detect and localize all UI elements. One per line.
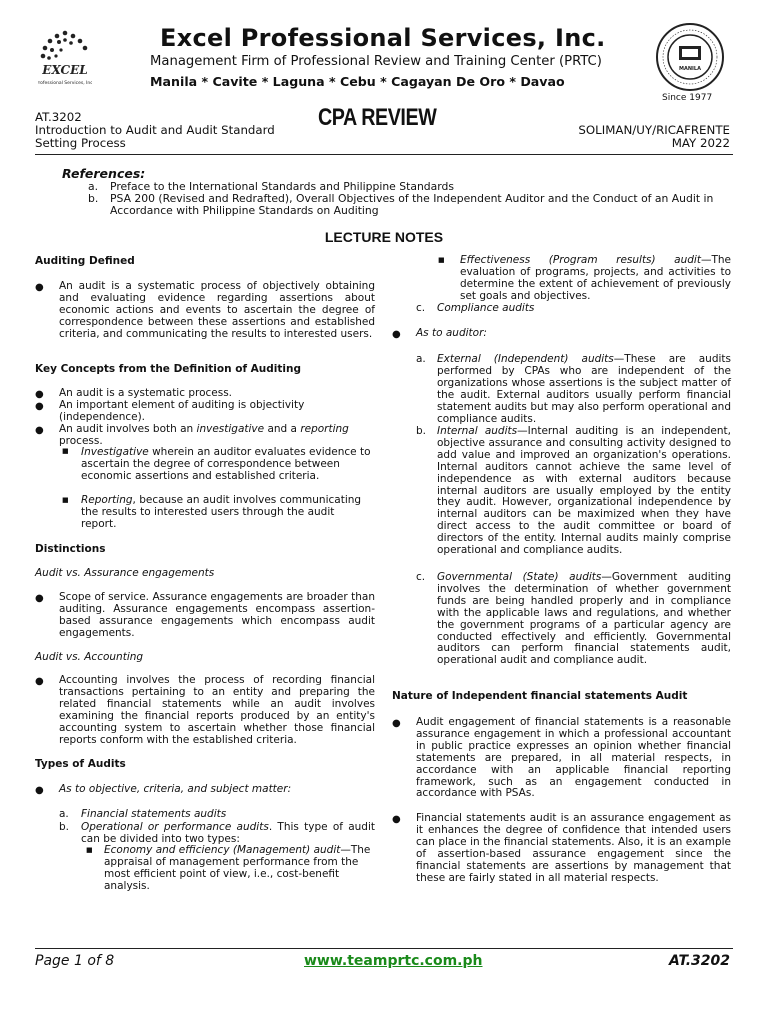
bullet-icon: ● xyxy=(35,593,44,604)
website-link[interactable]: www.teamprtc.com.ph xyxy=(304,953,483,969)
heading-nature: Nature of Independent financial statements Audit xyxy=(392,690,688,702)
internal-mark: b. xyxy=(416,425,427,437)
bullet-icon: ● xyxy=(35,389,44,400)
svg-text:EXCEL: EXCEL xyxy=(42,63,88,77)
economy-efficiency-audit: Economy and efficiency (Management) audit—The appraisal of management performance from the most efficient point of view, i.e., cost-benefit analysis. xyxy=(104,844,371,892)
external-audits: External (Independent) audits—These are audits performed by CPAs who are independent of the organizations whose assertions is the subject matter of the audit. External auditors usually perform financial statement audits but may also perform operational and compliance audits. xyxy=(437,353,731,425)
company-logo xyxy=(38,28,92,94)
square-bullet-icon: ■ xyxy=(62,496,69,504)
footer-code: AT.3202 xyxy=(669,953,730,969)
svg-text:Professional Services, Inc.: Professional Services, Inc. xyxy=(38,81,92,86)
effectiveness-audit: Effectiveness (Program results) audit—The evaluation of programs, projects, and activities to determine the extent of achievement of previously set goals and objectives. xyxy=(460,254,731,302)
bullet-icon: ● xyxy=(35,785,44,796)
key-concept-3: An audit involves both an investigative and a reporting process. xyxy=(59,423,349,447)
ref-item: PSA 200 (Revised and Redrafted), Overall Objectives of the Independent Auditor and the Conduct of an Audit in xyxy=(110,192,714,205)
since-label: Since 1977 xyxy=(662,93,713,103)
heading-key-concepts: Key Concepts from the Definition of Auditing xyxy=(35,363,302,375)
external-mark: a. xyxy=(416,353,426,365)
lecture-title: LECTURE NOTES xyxy=(324,229,444,245)
firm-locations: Manila * Cavite * Laguna * Cebu * Cagayan De Oro * Davao xyxy=(150,74,565,89)
definition-text: An audit is a systematic process of objectively obtaining and evaluating evidence regarding assertions about economic actions and events to ascertain the degree of correspondence between these assertions and established criteria, and communicating the results to interested users. xyxy=(59,280,375,340)
nature-paragraph-1: Audit engagement of financial statements is a reasonable assurance engagement in which a professional accountant in public practice expresses an opinion whether financial statements are prepared, in all material respects, in accordance with an applicable financial reporting framework, such as an engagement conducted in accordance with PSAs. xyxy=(416,716,731,800)
as-to-auditor: As to auditor: xyxy=(416,327,487,339)
svg-text:MANILA: MANILA xyxy=(679,66,701,72)
square-bullet-icon: ■ xyxy=(438,256,445,264)
date: MAY 2022 xyxy=(671,136,730,150)
governmental-audits: Governmental (State) audits—Government auditing involves the determination of whether government funds are being handled properly and in compliance with the applicable laws and regulations, and whether the government programs of a particular agency are conducted effectively and efficiently. Governmental auditors can perform financial statements audit, operational audit and compliance audit. xyxy=(437,571,731,667)
types-basis: As to objective, criteria, and subject matter: xyxy=(59,783,292,795)
cpa-review-banner: CPA REVIEW xyxy=(318,104,437,131)
ref-mark: a. xyxy=(88,180,99,193)
firm-subtitle: Management Firm of Professional Review and Training Center (PRTC) xyxy=(150,54,602,69)
heading-auditing-defined: Auditing Defined xyxy=(35,255,135,267)
bullet-icon: ● xyxy=(392,814,401,825)
compliance-audits: Compliance audits xyxy=(437,302,535,314)
ref-item: Accordance with Philippine Standards on Auditing xyxy=(110,204,379,217)
sub-investigative: Investigative wherein an auditor evaluates evidence to ascertain the degree of correspondence between economic assertions and established criteria. xyxy=(81,446,371,482)
ref-item: Preface to the International Standards and Philippine Standards xyxy=(110,180,454,193)
key-concept-2: An important element of auditing is objectivity (independence). xyxy=(59,399,305,423)
firm-name: Excel Professional Services, Inc. xyxy=(160,24,606,52)
distinction-2-title: Audit vs. Accounting xyxy=(35,651,144,663)
compliance-mark: c. xyxy=(416,302,426,314)
references-title: References: xyxy=(62,166,146,181)
authors: SOLIMAN/UY/RICAFRENTE xyxy=(578,123,730,137)
footer-divider xyxy=(35,948,733,949)
heading-types-of-audits: Types of Audits xyxy=(35,758,126,770)
square-bullet-icon: ■ xyxy=(86,846,93,854)
distinction-1-text: Scope of service. Assurance engagements are broader than auditing. Assurance engagements encompass assertion-based assurance engagements which encompass audit engagements. xyxy=(59,591,375,639)
heading-distinctions: Distinctions xyxy=(35,543,106,555)
bullet-icon: ● xyxy=(392,329,401,340)
topic-line-2: Setting Process xyxy=(35,136,126,150)
type-b: Operational or performance audits. This type of audit can be divided into two types: xyxy=(81,821,375,845)
type-a: Financial statements audits xyxy=(81,808,227,820)
topic-line-1: Introduction to Audit and Audit Standard xyxy=(35,123,275,137)
bullet-icon: ● xyxy=(35,401,44,412)
square-bullet-icon: ■ xyxy=(62,447,69,455)
sub-reporting: Reporting, because an audit involves communicating the results to interested users through the audit report. xyxy=(81,494,362,530)
bullet-icon: ● xyxy=(35,282,44,293)
nature-paragraph-2: Financial statements audit is an assurance engagement as it enhances the degree of confidence that intended users can place in the financial statements. Also, it is an example of assertion-based assurance engagement since the financial statements are assertions by management that these are fairly stated in all material respects. xyxy=(416,812,731,884)
course-code: AT.3202 xyxy=(35,110,82,124)
page-number: Page 1 of 8 xyxy=(35,953,115,969)
type-a-mark: a. xyxy=(59,808,69,820)
distinction-1-title: Audit vs. Assurance engagements xyxy=(35,567,215,579)
bullet-icon: ● xyxy=(392,718,401,729)
distinction-2-text: Accounting involves the process of recording financial transactions pertaining to an entity and preparing the related financial statements while an audit involves examining the financial reports produced by an entity's accounting system to ascertain whether those financial reports conform with the established criteria. xyxy=(59,674,375,746)
governmental-mark: c. xyxy=(416,571,426,583)
header-divider xyxy=(35,154,733,155)
type-b-mark: b. xyxy=(59,821,70,833)
internal-audits: Internal audits—Internal auditing is an independent, objective assurance and consulting activity designed to add value and improved an organization's operations. Internal auditors cannot achieve the same level of independence as with external auditors because internal auditors are usually employed by the entity they audit. However, organizational independence by internal auditors can be maximized when they have direct access to the audit committee or board of directors of the entity. Internal audits mainly comprise operational and compliance audits. xyxy=(437,425,731,557)
prtc-seal xyxy=(650,22,730,92)
bullet-icon: ● xyxy=(35,676,44,687)
key-concept-1: An audit is a systematic process. xyxy=(59,387,233,399)
bullet-icon: ● xyxy=(35,425,44,436)
ref-mark: b. xyxy=(88,192,99,205)
